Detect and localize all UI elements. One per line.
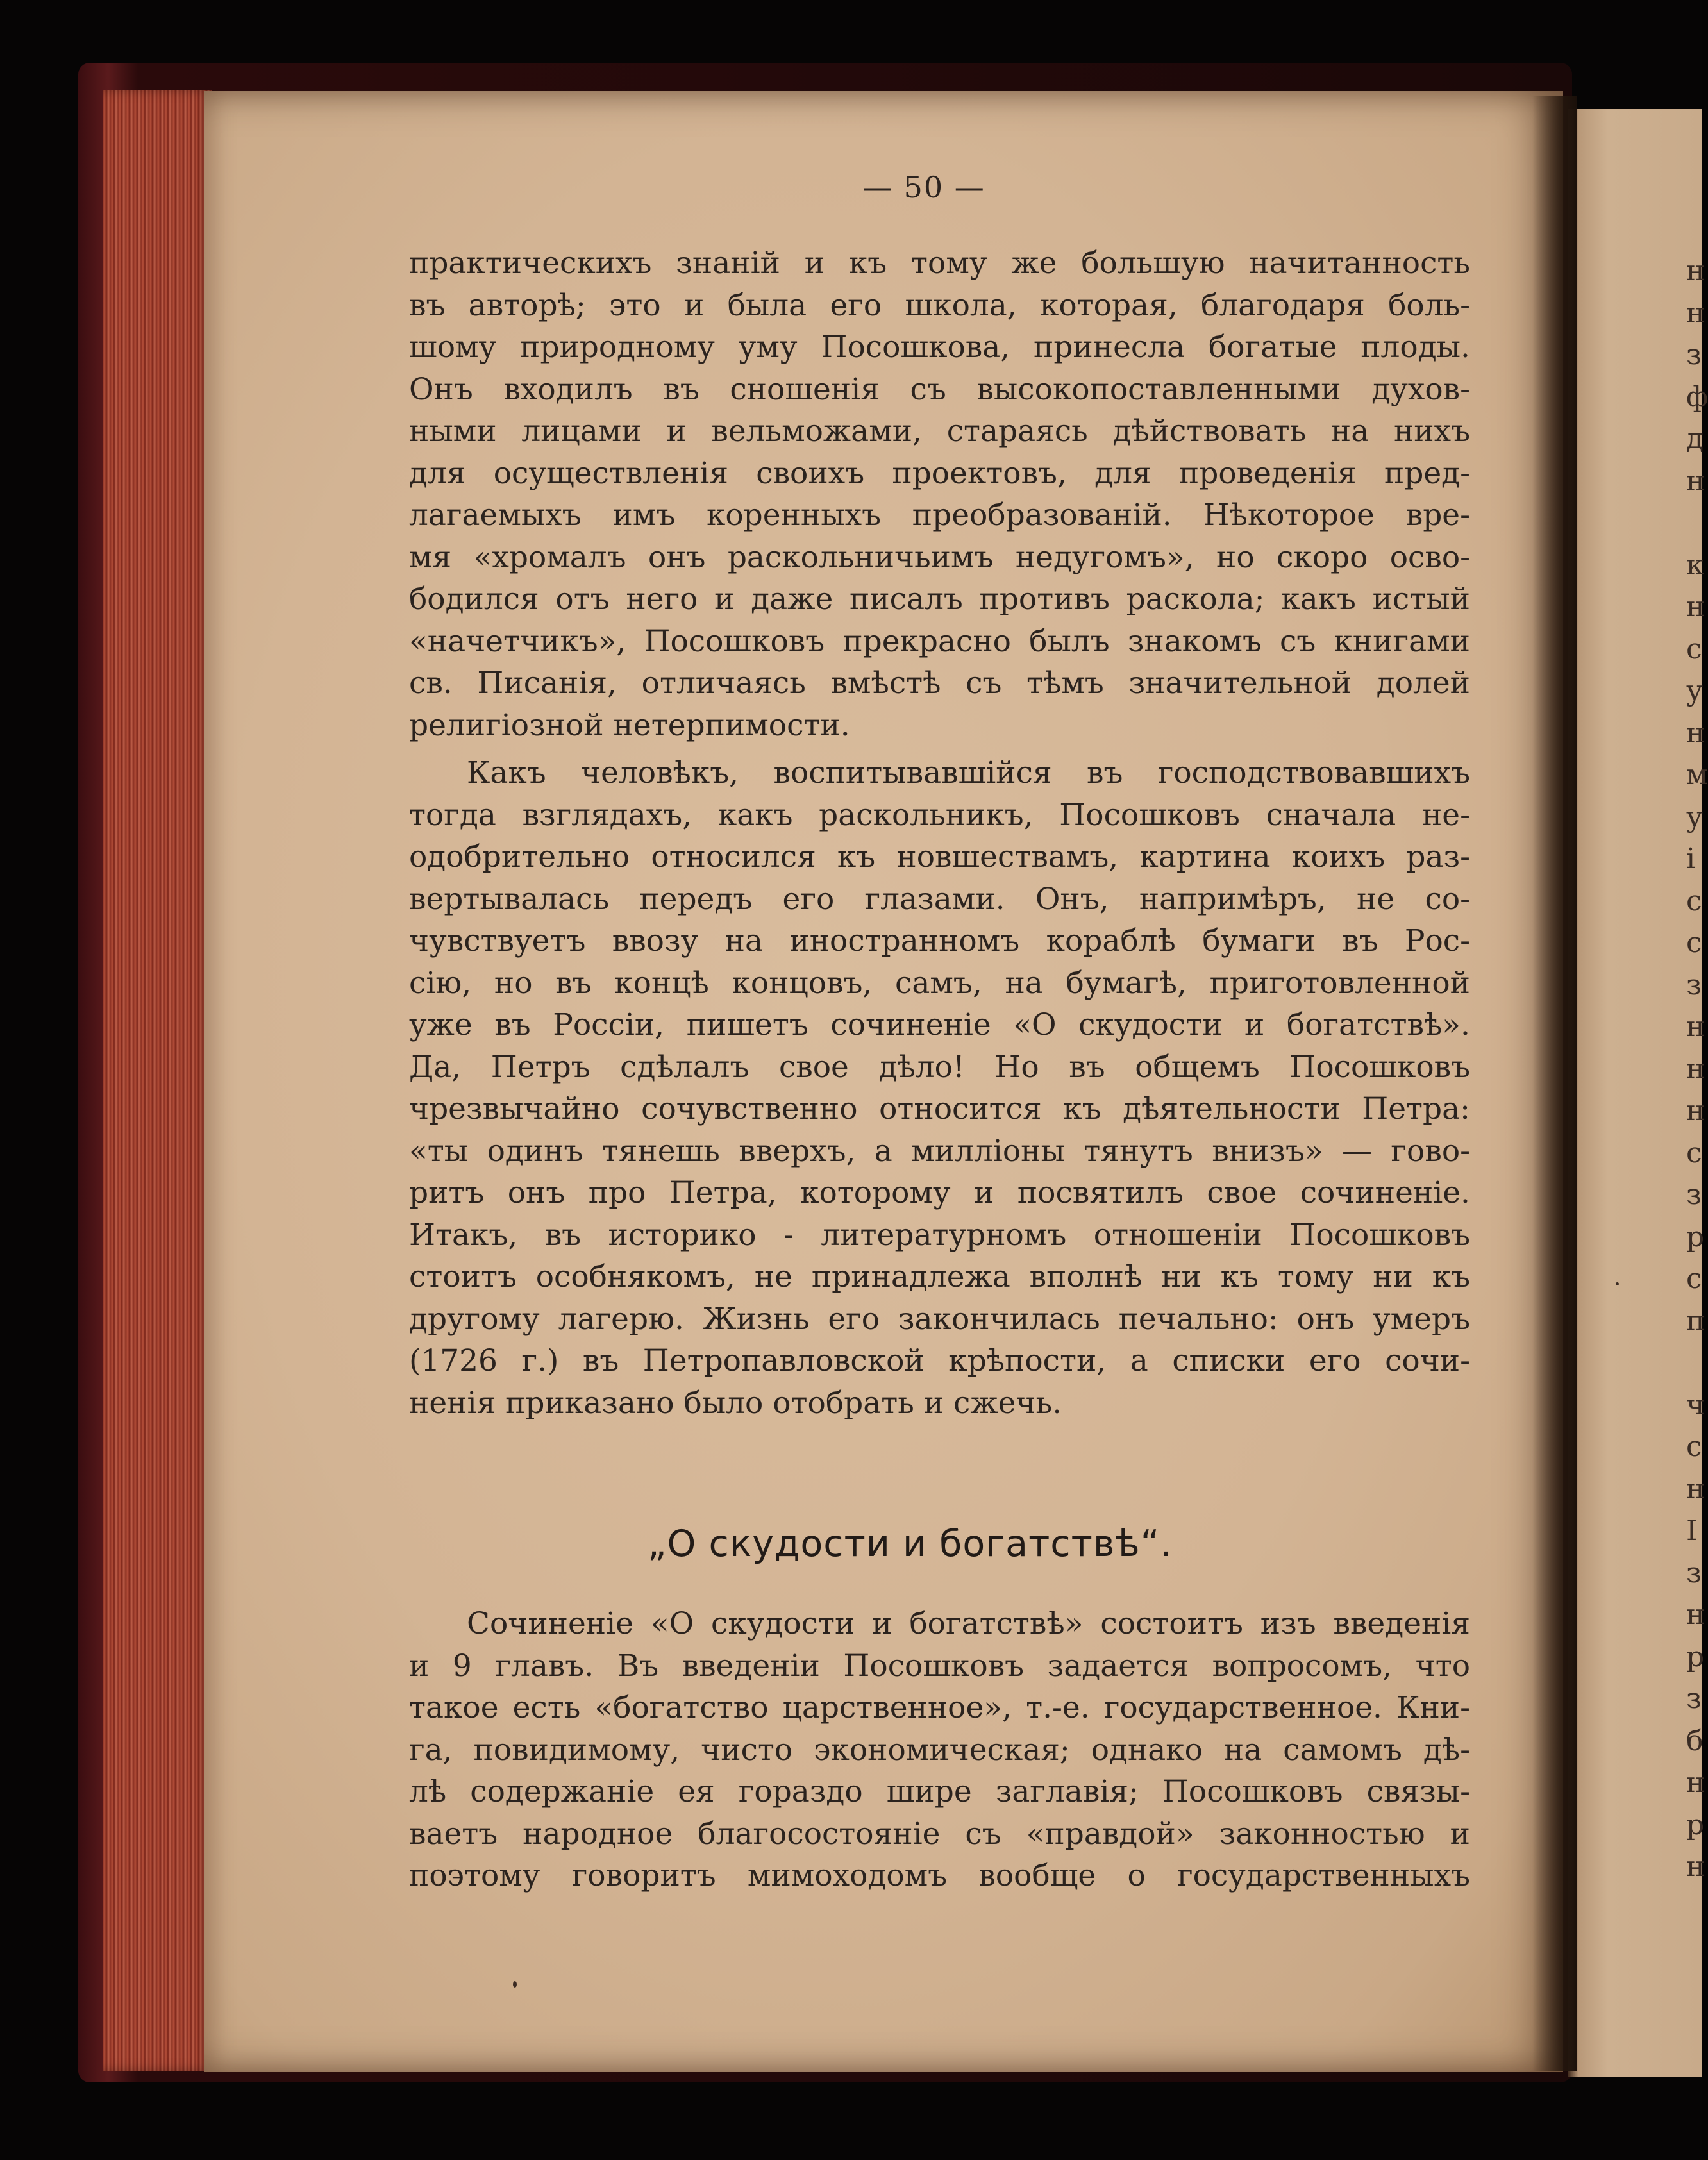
paper-speck bbox=[513, 1981, 517, 1988]
facing-page-letter: н bbox=[1686, 1598, 1705, 1631]
facing-page-letter: н bbox=[1686, 296, 1705, 330]
facing-page-letter: с bbox=[1686, 632, 1702, 666]
text-line: ненія приказано было отобрать и сжечь. bbox=[409, 1385, 1062, 1421]
text-line: чрезвычайно сочувственно относится къ дѣятельности Петра: bbox=[409, 1091, 1470, 1126]
facing-page-letter: у bbox=[1686, 674, 1703, 707]
text-line: лѣ содержаніе ея гораздо шире заглавія; Посошковъ связы- bbox=[409, 1774, 1470, 1809]
page-number: — 50 — bbox=[862, 170, 985, 205]
section-heading: „О скудости и богатствѣ“. bbox=[648, 1523, 1173, 1565]
text-line: поэтому говоритъ мимоходомъ вообще о государственныхъ bbox=[409, 1858, 1470, 1893]
text-line: уже въ Россіи, пишетъ сочиненіе «О скудости и богатствѣ». bbox=[409, 1007, 1470, 1042]
text-line: св. Писанія, отличаясь вмѣстѣ съ тѣмъ значительной долей bbox=[409, 666, 1470, 701]
text-line: ными лицами и вельможами, стараясь дѣйствовать на нихъ bbox=[409, 414, 1470, 449]
facing-page-letter: н bbox=[1686, 1472, 1705, 1505]
facing-page-letter: б bbox=[1686, 1724, 1704, 1757]
facing-page-letter: д bbox=[1686, 423, 1704, 455]
facing-page-letter: з bbox=[1686, 339, 1702, 371]
text-line: Какъ человѣкъ, воспитывавшійся въ господствовавшихъ bbox=[467, 755, 1470, 791]
facing-page-letter: ч bbox=[1686, 1388, 1705, 1421]
facing-page-letter: з bbox=[1686, 968, 1702, 1001]
facing-page-letter bbox=[1686, 502, 1705, 544]
facing-page-letter: р bbox=[1686, 1808, 1705, 1841]
page-gutter-shadow bbox=[1532, 96, 1577, 2071]
facing-page-letter: н bbox=[1686, 716, 1705, 749]
facing-page-letter: ф bbox=[1686, 380, 1708, 414]
text-line: (1726 г.) въ Петропавловской крѣпости, а списки его сочи- bbox=[409, 1343, 1470, 1378]
text-line: Да, Петръ сдѣлалъ свое дѣло! Но въ общемъ Посошковъ bbox=[409, 1049, 1470, 1085]
text-line: сію, но въ концѣ концовъ, самъ, на бумагѣ, приготовленной bbox=[409, 965, 1470, 1001]
facing-page-letter: м bbox=[1686, 758, 1708, 791]
text-line: чувствуетъ ввозу на иностранномъ кораблѣ бумаги въ Рос- bbox=[409, 923, 1470, 959]
paragraph-2 bbox=[409, 752, 1470, 1424]
facing-page-letter bbox=[1686, 1342, 1705, 1384]
facing-page-letter: н bbox=[1686, 255, 1705, 287]
facing-page-letter: н bbox=[1686, 590, 1705, 623]
paragraph-3 bbox=[409, 1603, 1470, 1897]
facing-page-letter: с bbox=[1686, 926, 1702, 959]
text-line: «ты одинъ тянешь вверхъ, а милліоны тянутъ внизъ» — гово- bbox=[409, 1133, 1470, 1169]
text-line: мя «хромалъ онъ раскольничьимъ недугомъ», но скоро осво- bbox=[409, 539, 1470, 575]
page-edges bbox=[103, 90, 212, 2071]
text-line: га, повидимому, чисто экономическая; однако на самомъ дѣ- bbox=[409, 1732, 1470, 1768]
facing-page-letter: н bbox=[1686, 464, 1705, 498]
facing-page-letter: і bbox=[1686, 842, 1696, 875]
facing-page-letter: н bbox=[1686, 1052, 1705, 1085]
paragraph-1 bbox=[409, 242, 1470, 746]
facing-page-letter: п bbox=[1686, 1304, 1705, 1337]
text-line: вертывалась передъ его глазами. Онъ, напримѣръ, не со- bbox=[409, 881, 1470, 917]
facing-page-letters bbox=[1686, 250, 1708, 1888]
facing-page-letter: с bbox=[1686, 884, 1702, 917]
text-line: другому лагерю. Жизнь его закончилась печально: онъ умеръ bbox=[409, 1301, 1470, 1337]
text-line: и 9 главъ. Въ введеніи Посошковъ задается вопросомъ, что bbox=[409, 1648, 1470, 1684]
text-line: религіозной нетерпимости. bbox=[409, 707, 850, 743]
text-line: такое есть «богатство царственное», т.-е. государственное. Кни- bbox=[409, 1690, 1470, 1725]
facing-page-letter: з bbox=[1686, 1556, 1702, 1589]
text-line: шому природному уму Посошкова, принесла богатые плоды. bbox=[409, 330, 1470, 365]
facing-page-letter: н bbox=[1686, 1850, 1705, 1883]
text-line: для осуществленія своихъ проектовъ, для проведенія пред- bbox=[409, 455, 1470, 491]
text-line: ритъ онъ про Петра, которому и посвятилъ свое сочиненіе. bbox=[409, 1175, 1470, 1210]
facing-page-letter: к bbox=[1686, 548, 1704, 582]
text-line: «начетчикъ», Посошковъ прекрасно былъ знакомъ съ книгами bbox=[409, 623, 1470, 659]
text-line: бодился отъ него и даже писалъ противъ раскола; какъ истый bbox=[409, 582, 1470, 617]
text-line: одобрительно относился къ новшествамъ, картина коихъ раз- bbox=[409, 839, 1470, 875]
facing-page-letter: І bbox=[1686, 1514, 1698, 1547]
facing-page-letter: з bbox=[1686, 1178, 1702, 1211]
facing-page-letter: р bbox=[1686, 1220, 1705, 1253]
facing-page-letter: с bbox=[1686, 1430, 1702, 1463]
text-line: Онъ входилъ въ сношенія съ высокопоставленными духов- bbox=[409, 371, 1470, 407]
facing-page-letter: з bbox=[1686, 1682, 1702, 1715]
facing-page-letter: р bbox=[1686, 1640, 1705, 1673]
text-line: въ авторѣ; это и была его школа, которая, благодаря боль- bbox=[409, 287, 1470, 323]
text-line: Сочиненіе «О скудости и богатствѣ» состоитъ изъ введенія bbox=[467, 1606, 1470, 1641]
facing-page-letter: с bbox=[1686, 1136, 1702, 1169]
facing-page-letter: н bbox=[1686, 1010, 1705, 1043]
facing-page-letter: н bbox=[1686, 1766, 1705, 1799]
text-line: лагаемыхъ имъ коренныхъ преобразованій. Нѣкоторое вре- bbox=[409, 498, 1470, 533]
facing-page-letter: у bbox=[1686, 800, 1703, 833]
facing-page-letter: с bbox=[1686, 1262, 1702, 1295]
text-line: ваетъ народное благосостояніе съ «правдой» законностью и bbox=[409, 1816, 1470, 1852]
paper-speck bbox=[1616, 1282, 1619, 1285]
facing-page-edge bbox=[1568, 109, 1702, 2077]
facing-page-letter: н bbox=[1686, 1094, 1705, 1127]
text-line: тогда взглядахъ, какъ раскольникъ, Посошковъ сначала не- bbox=[409, 797, 1470, 833]
text-line: Итакъ, въ историко - литературномъ отношеніи Посошковъ bbox=[409, 1217, 1470, 1253]
text-line: стоитъ особнякомъ, не принадлежа вполнѣ ни къ тому ни къ bbox=[409, 1259, 1470, 1294]
text-line: практическихъ знаній и къ тому же большую начитанность bbox=[409, 246, 1470, 281]
